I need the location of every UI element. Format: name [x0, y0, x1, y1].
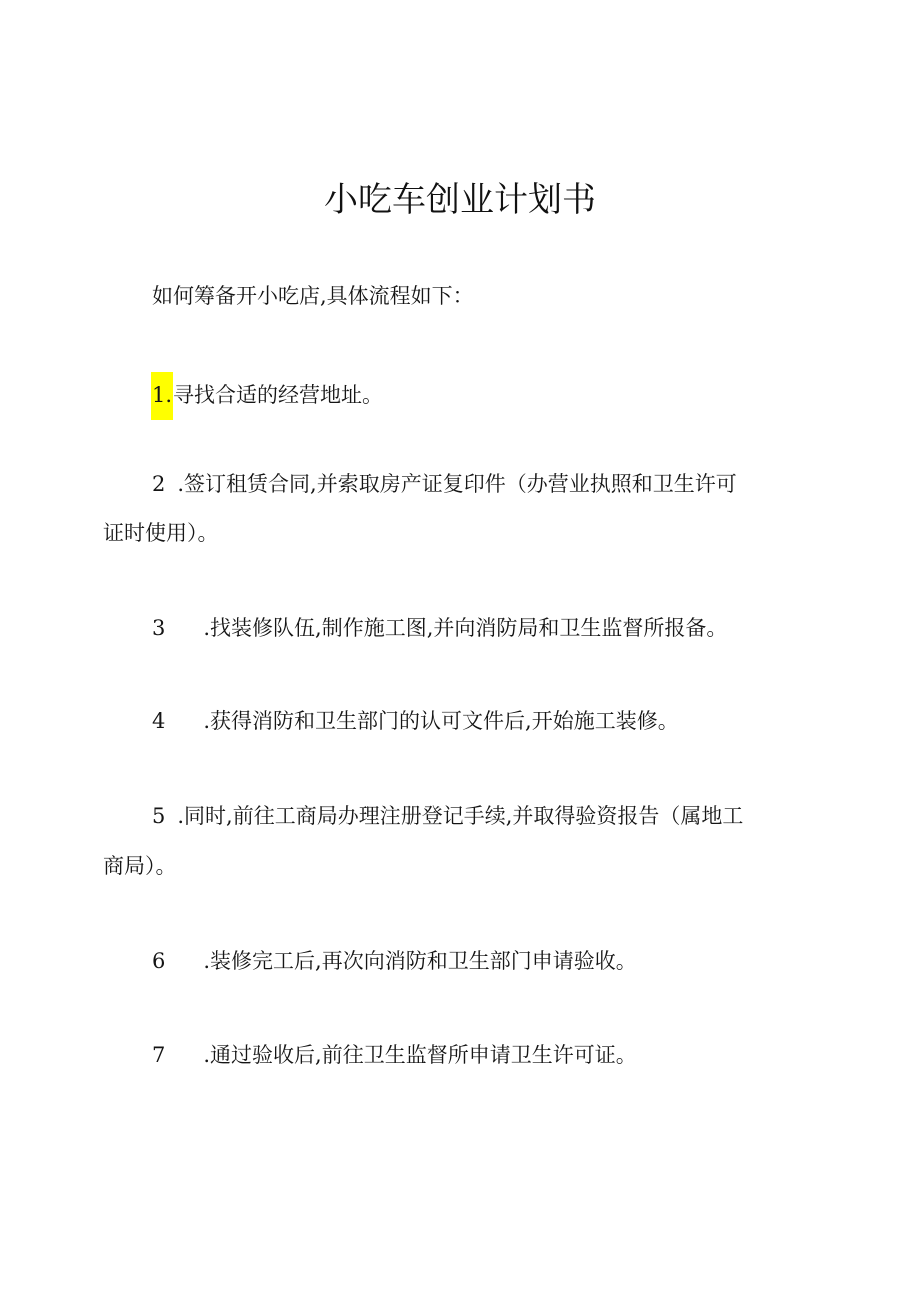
list-item-1 — [152, 372, 383, 420]
list-item-5-continuation: 商局）。 — [103, 854, 177, 878]
list-item-text: .签订租赁合同,并索取房产证复印件（办营业执照和卫生许可 — [177, 472, 737, 496]
document-title: 小吃车创业计划书 — [324, 180, 596, 220]
list-item-text: 寻找合适的经营地址。 — [173, 383, 384, 407]
list-item-6 — [152, 946, 637, 976]
intro-paragraph: 如何筹备开小吃店,具体流程如下： — [152, 284, 474, 308]
list-item-3 — [152, 613, 727, 643]
list-item-5 — [152, 801, 743, 831]
list-item-number: 3 — [152, 616, 166, 640]
list-item-number: 7 — [152, 1043, 166, 1067]
list-item-2-continuation: 证时使用）。 — [103, 521, 219, 545]
list-item-number-highlighted: 1. — [151, 372, 173, 420]
list-item-number: 4 — [152, 709, 166, 733]
list-item-7 — [152, 1040, 637, 1070]
list-item-text: .装修完工后,再次向消防和卫生部门申请验收。 — [203, 949, 637, 973]
list-item-text: .通过验收后,前往卫生监督所申请卫生许可证。 — [203, 1043, 637, 1067]
list-item-number: 2 — [152, 472, 166, 496]
list-item-number: 5 — [152, 804, 166, 828]
list-item-number: 6 — [152, 949, 166, 973]
list-item-text: .同时,前往工商局办理注册登记手续,并取得验资报告（属地工 — [177, 804, 744, 828]
list-item-text: .找装修队伍,制作施工图,并向消防局和卫生监督所报备。 — [203, 616, 728, 640]
list-item-text: .获得消防和卫生部门的认可文件后,开始施工装修。 — [203, 709, 679, 733]
list-item-4 — [152, 706, 679, 736]
list-item-2 — [152, 469, 737, 499]
